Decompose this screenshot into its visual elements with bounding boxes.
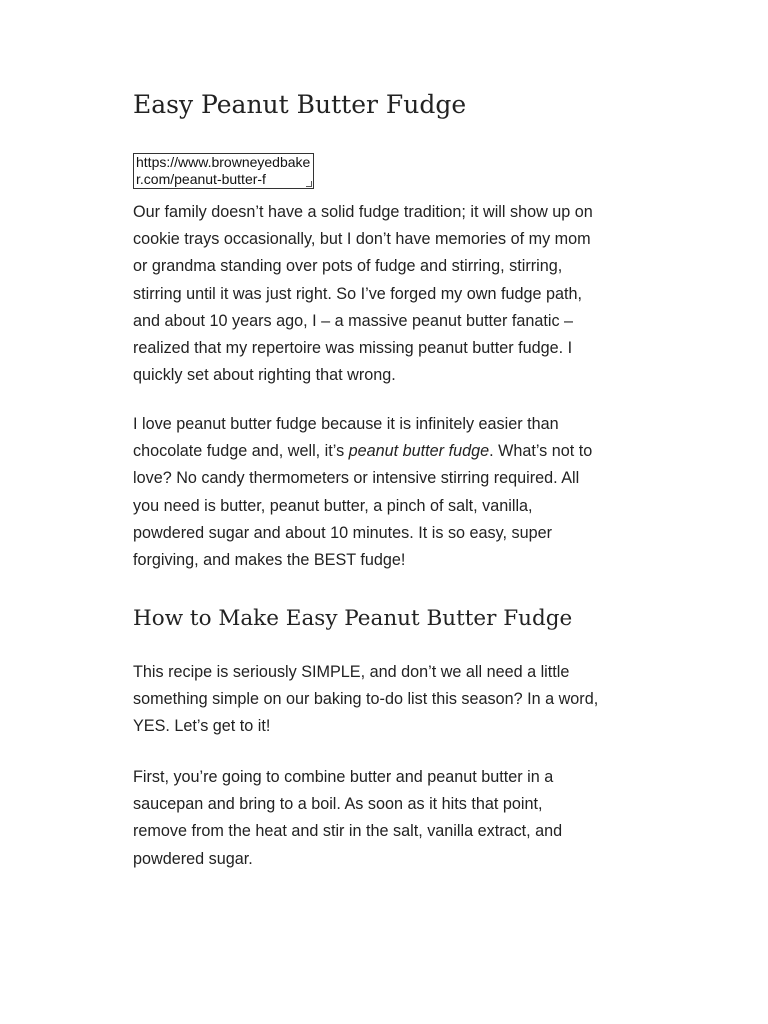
- paragraph-line: remove from the heat and stir in the salt, vanilla extract, and: [133, 822, 563, 841]
- resize-handle-icon[interactable]: [306, 181, 312, 187]
- paragraph-line: powdered sugar and about 10 minutes. It is so easy, super: [133, 523, 553, 542]
- italic-emphasis: peanut butter fudge: [348, 442, 490, 461]
- paragraph-line: and about 10 years ago, I – a massive peanut butter fanatic –: [133, 311, 574, 330]
- paragraph-line: YES. Let’s get to it!: [133, 717, 271, 736]
- fourth-paragraph: [133, 764, 643, 873]
- paragraph-line: realized that my repertoire was missing peanut butter fudge. I: [133, 339, 573, 358]
- intro-paragraph: [133, 199, 643, 389]
- paragraph-line: cookie trays occasionally, but I don’t have memories of my mom: [133, 230, 591, 249]
- paragraph-line: powdered sugar.: [133, 849, 253, 868]
- article-title: Easy Peanut Butter Fudge: [133, 90, 467, 119]
- paragraph-line: This recipe is seriously SIMPLE, and don’t we all need a little: [133, 663, 570, 681]
- section-heading: How to Make Easy Peanut Butter Fudge: [133, 606, 573, 631]
- paragraph-line: stirring until it was just right. So I’ve forged my own fudge path,: [133, 284, 582, 303]
- paragraph-line: love? No candy thermometers or intensive stirring required. All: [133, 469, 580, 488]
- paragraph-line: you need is butter, peanut butter, a pinch of salt, vanilla,: [133, 496, 533, 515]
- paragraph-line: Our family doesn’t have a solid fudge tradition; it will show up on: [133, 203, 593, 221]
- text-segment: chocolate fudge and, well, it’s: [133, 442, 349, 461]
- paragraph-line: something simple on our baking to-do list this season? In a word,: [133, 690, 599, 709]
- paragraph-line: First, you’re going to combine butter and peanut butter in a: [133, 768, 554, 786]
- paragraph-line: forgiving, and makes the BEST fudge!: [133, 551, 406, 570]
- source-url-text: https://www.browneyedbaker.com/peanut-butter-f: [136, 154, 311, 187]
- source-url-field[interactable]: [133, 153, 314, 189]
- second-paragraph: [133, 411, 643, 574]
- paragraph-line: [133, 438, 643, 465]
- paragraph-line: quickly set about righting that wrong.: [133, 366, 396, 385]
- paragraph-line: saucepan and bring to a boil. As soon as it hits that point,: [133, 795, 543, 814]
- third-paragraph: [133, 659, 643, 741]
- paragraph-line: or grandma standing over pots of fudge and stirring, stirring,: [133, 257, 563, 276]
- paragraph-line: I love peanut butter fudge because it is infinitely easier than: [133, 415, 559, 433]
- text-segment: . What’s not to: [489, 442, 593, 461]
